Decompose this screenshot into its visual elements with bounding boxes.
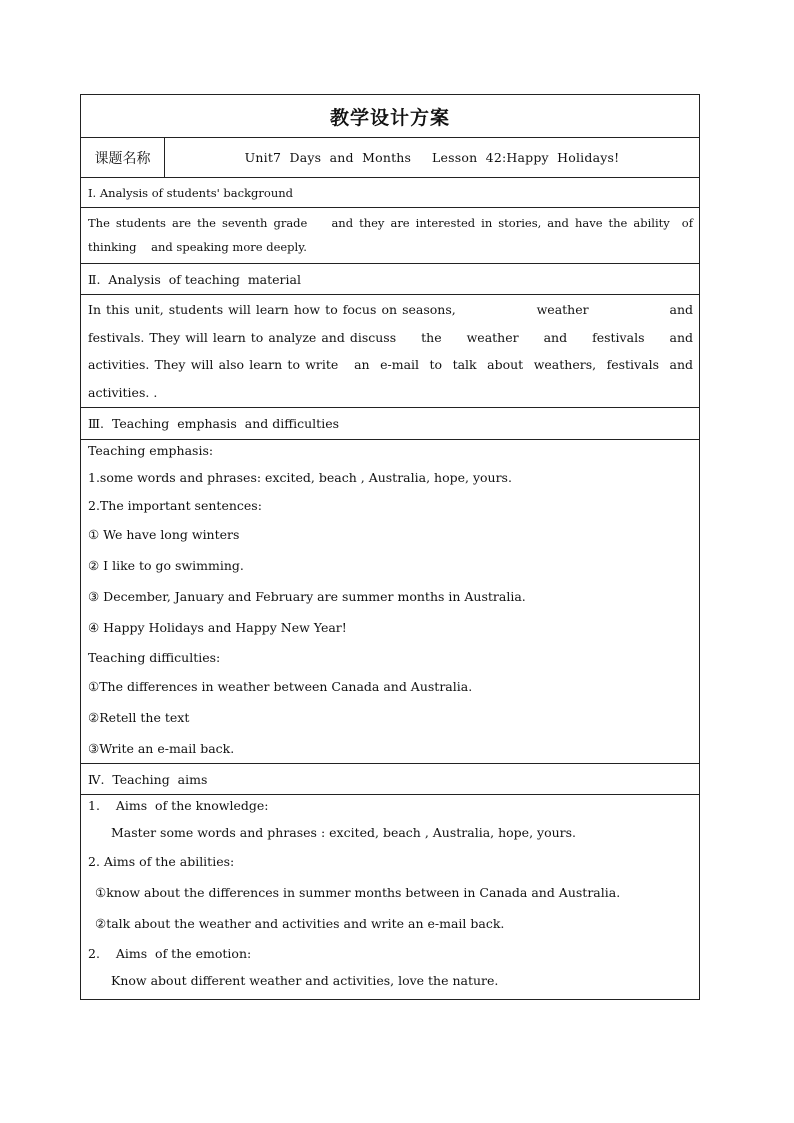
difficulties-title: Teaching difficulties: bbox=[88, 650, 221, 665]
section-4-body bbox=[80, 795, 700, 1000]
course-value: Unit7 Days and Months Lesson 42:Happy Holidays! bbox=[244, 150, 620, 165]
course-row bbox=[80, 138, 700, 178]
aim-emotion-title: 2. Aims of the emotion: bbox=[88, 946, 252, 961]
difficulty-1: ①The differences in weather between Canada and Australia. bbox=[88, 679, 473, 694]
section-1-heading: Ⅰ. Analysis of students' background bbox=[88, 185, 293, 200]
section-3-body bbox=[80, 440, 700, 764]
section-1-body bbox=[80, 208, 700, 264]
aim-ability-2: ②talk about the weather and activities and write an e-mail back. bbox=[95, 916, 505, 931]
section-2-heading-row bbox=[80, 264, 700, 295]
difficulty-2: ②Retell the text bbox=[88, 710, 190, 725]
lesson-plan-document bbox=[80, 94, 700, 1000]
document-title: 教学设计方案 bbox=[329, 106, 450, 129]
section-3-heading-row bbox=[80, 408, 700, 440]
section-2-heading: Ⅱ. Analysis of teaching material bbox=[88, 271, 301, 287]
aim-emotion-text: Know about different weather and activities, love the nature. bbox=[111, 973, 499, 988]
section-4-heading: Ⅳ. Teaching aims bbox=[88, 771, 208, 787]
emphasis-title: Teaching emphasis: bbox=[88, 443, 214, 458]
aim-knowledge-title: 1. Aims of the knowledge: bbox=[88, 798, 269, 813]
emphasis-sentences-title: 2.The important sentences: bbox=[88, 498, 262, 513]
document-title-row bbox=[80, 94, 700, 138]
section-4-heading-row bbox=[80, 764, 700, 795]
aim-abilities-title: 2. Aims of the abilities: bbox=[88, 854, 235, 869]
section-1-text: The students are the seventh grade and they are interested in stories, and have the ability of thinking and speaking more deeply. bbox=[88, 216, 697, 254]
course-label: 课题名称 bbox=[81, 138, 165, 177]
aim-knowledge-text: Master some words and phrases : excited, beach , Australia, hope, yours. bbox=[111, 825, 577, 840]
aim-ability-1: ①know about the differences in summer months between in Canada and Australia. bbox=[95, 885, 621, 900]
sentence-4: ④ Happy Holidays and Happy New Year! bbox=[88, 620, 347, 635]
section-2-body bbox=[80, 295, 700, 408]
section-2-text: In this unit, students will learn how to focus on seasons, weather and festivals. They will learn to analyze and discuss the weather and festivals and activities. They will also learn to write an e-mail to talk about weathers, festivals and activities. . bbox=[88, 302, 697, 400]
emphasis-words: 1.some words and phrases: excited, beach , Australia, hope, yours. bbox=[88, 470, 512, 485]
sentence-2: ② I like to go swimming. bbox=[88, 558, 244, 573]
section-3-heading: Ⅲ. Teaching emphasis and difficulties bbox=[88, 416, 340, 431]
sentence-3: ③ December, January and February are summer months in Australia. bbox=[88, 589, 526, 604]
sentence-1: ① We have long winters bbox=[88, 527, 240, 542]
difficulty-3: ③Write an e-mail back. bbox=[88, 741, 235, 756]
section-1-heading-row bbox=[80, 178, 700, 208]
